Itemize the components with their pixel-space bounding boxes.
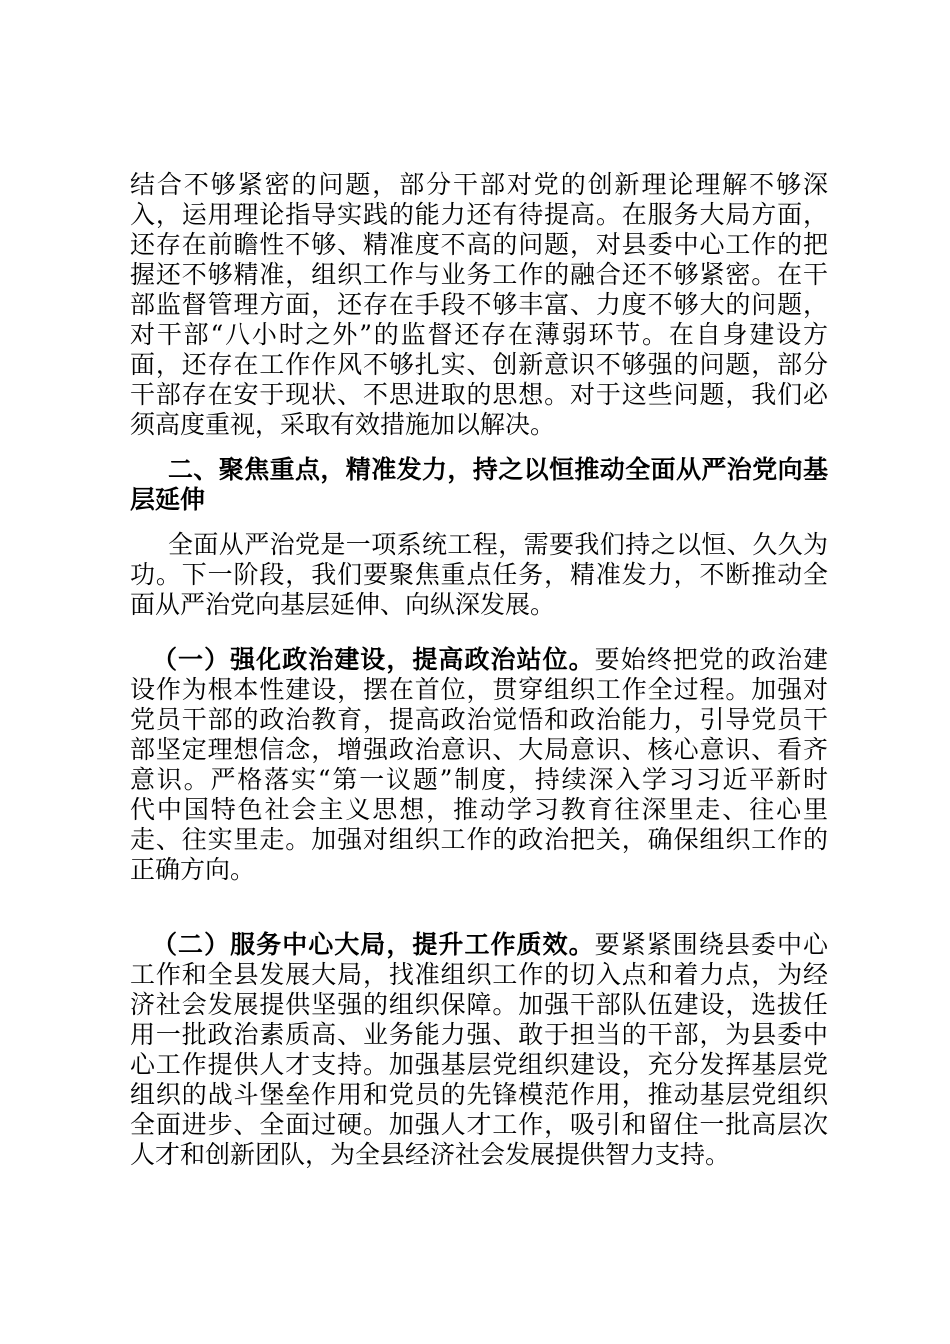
paragraph-line: 面，还存在工作作风不够扎实、创新意识不够强的问题，部分 <box>130 350 828 379</box>
paragraph-line: 正确方向。 <box>130 855 256 884</box>
paragraph-line: 心工作提供人才支持。加强基层党组织建设，充分发挥基层党 <box>130 1050 828 1079</box>
paragraph-political-building <box>130 645 828 885</box>
paragraph-line: 济社会发展提供坚强的组织保障。加强干部队伍建设，选拔任 <box>130 990 828 1019</box>
paragraph-line: 工作和全县发展大局，找准组织工作的切入点和着力点，为经 <box>130 960 828 989</box>
paragraph-line: 全面进步、全面过硬。加强人才工作，吸引和留住一批高层次 <box>130 1110 828 1139</box>
paragraph-line: 党员干部的政治教育，提高政治觉悟和政治能力，引导党员干 <box>130 705 828 734</box>
paragraph-line: （一）强化政治建设，提高政治站位。要始终把党的政治建 <box>152 645 828 674</box>
paragraph-line: 部坚定理想信念，增强政治意识、大局意识、核心意识、看齐 <box>130 735 828 764</box>
paragraph-line: 面从严治党向基层延伸、向纵深发展。 <box>130 590 556 619</box>
paragraph-line: 干部存在安于现状、不思进取的思想。对于这些问题，我们必 <box>130 380 828 409</box>
paragraph-line: 代中国特色社会主义思想，推动学习教育往深里走、往心里 <box>130 795 828 824</box>
paragraph-problems <box>130 170 828 440</box>
paragraph-line: 设作为根本性建设，摆在首位，贯穿组织工作全过程。加强对 <box>130 675 828 704</box>
paragraph-line: 组织的战斗堡垒作用和党员的先锋模范作用，推动基层党组织 <box>130 1080 828 1109</box>
paragraph-line: 结合不够紧密的问题，部分干部对党的创新理论理解不够深 <box>130 170 828 199</box>
paragraph-line: 用一批政治素质高、业务能力强、敢于担当的干部，为县委中 <box>130 1020 828 1049</box>
paragraph-line: 还存在前瞻性不够、精准度不高的问题，对县委中心工作的把 <box>130 230 828 259</box>
paragraph-line: 入，运用理论指导实践的能力还有待提高。在服务大局方面， <box>130 200 828 229</box>
paragraph-lead: （一）强化政治建设，提高政治站位。 <box>152 645 595 674</box>
paragraph-line: 须高度重视，采取有效措施加以解决。 <box>130 410 556 439</box>
paragraph-line: 全面从严治党是一项系统工程，需要我们持之以恒、久久为 <box>168 530 828 559</box>
paragraph-line: （二）服务中心大局，提升工作质效。要紧紧围绕县委中心 <box>152 930 828 959</box>
paragraph-line: 人才和创新团队，为全县经济社会发展提供智力支持。 <box>130 1140 731 1169</box>
paragraph-serve-center <box>130 930 828 1170</box>
paragraph-line: 握还不够精准，组织工作与业务工作的融合还不够紧密。在干 <box>130 260 828 289</box>
paragraph-line: 功。下一阶段，我们要聚焦重点任务，精准发力，不断推动全 <box>130 560 828 589</box>
paragraph-line: 二、聚焦重点，精准发力，持之以恒推动全面从严治党向基 <box>168 455 828 484</box>
paragraph-line: 部监督管理方面，还存在手段不够丰富、力度不够大的问题， <box>130 290 828 319</box>
document-page <box>130 170 828 1170</box>
paragraph-intro <box>130 530 828 620</box>
section-heading-2 <box>130 455 828 515</box>
paragraph-line: 走、往实里走。加强对组织工作的政治把关，确保组织工作的 <box>130 825 828 854</box>
paragraph-line: 层延伸 <box>130 485 206 514</box>
paragraph-line: 对干部“八小时之外”的监督还存在薄弱环节。在自身建设方 <box>130 320 828 349</box>
paragraph-lead: （二）服务中心大局，提升工作质效。 <box>152 930 595 959</box>
paragraph-line: 意识。严格落实“第一议题”制度，持续深入学习习近平新时 <box>130 765 828 794</box>
